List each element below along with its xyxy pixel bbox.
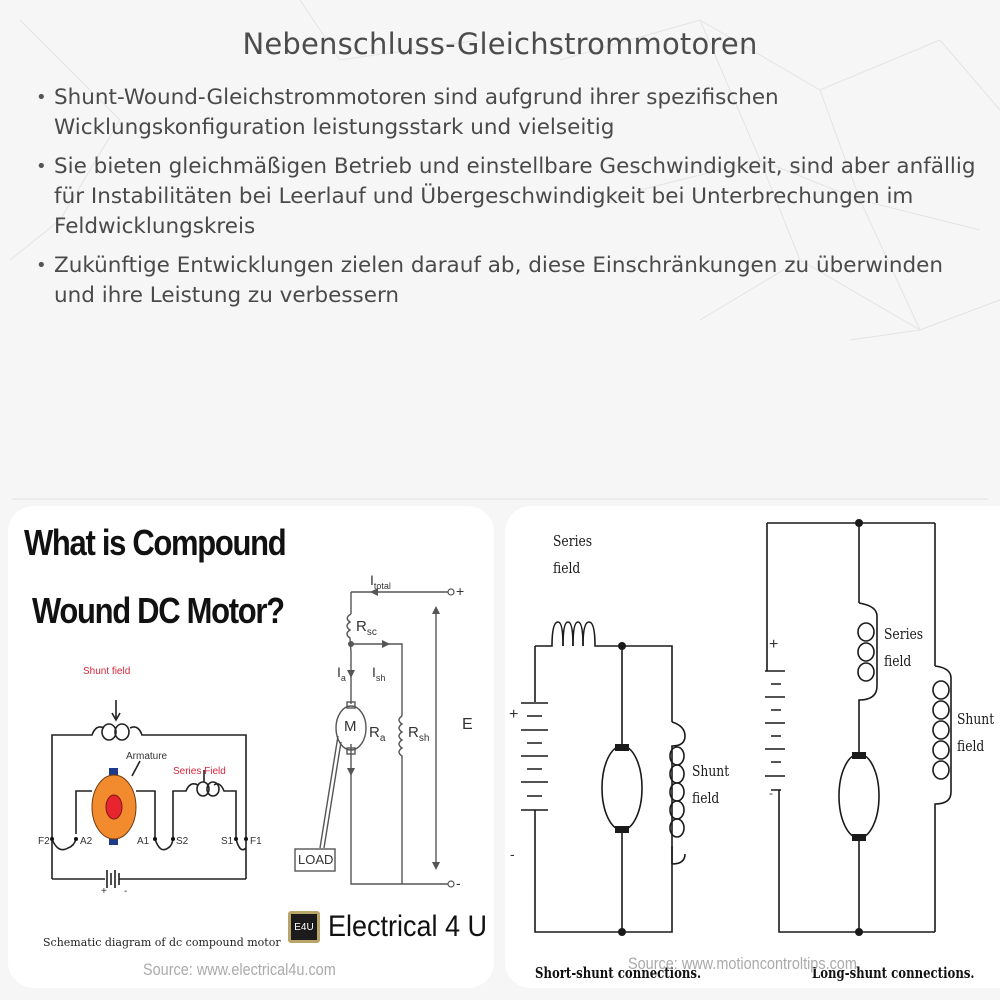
brand-logo [288,910,494,944]
r-sh-label: $R_{sh}$ [408,724,430,744]
short-shunt-field-label: Shunt field [692,762,730,807]
series-field-label: Series Field [173,766,226,777]
terminal-s1: S1 [221,836,234,847]
terminal-a2: A2 [80,836,93,847]
image-source-left: Source: www.electrical4u.com [143,960,336,979]
r-sc-label: $R_{sc}$ [356,618,377,638]
long-battery-plus: + [769,636,779,653]
shunt-field-label: Shunt field [83,666,131,677]
bullet-list [36,83,976,320]
compound-motor-image [8,506,494,988]
r-a-label: $R_a$ [369,724,386,744]
image-heading-line2: Wound DC Motor? [32,590,284,631]
short-battery-plus: + [509,706,519,723]
section-divider [12,498,988,500]
short-battery-minus: - [510,846,515,862]
terminal-s2: S2 [176,836,189,847]
long-shunt-caption: Long-shunt connections. [812,964,975,982]
battery-plus: + [101,886,107,897]
terminal-a1: A1 [137,836,150,847]
i-sh-label: $I_{sh}$ [372,664,386,683]
bullet-item: • Sie bieten gleichmäßigen Betrieb und einstellbare Geschwindigkeit, sind aber anfällig für Instabilitäten bei Leerlauf und Übergeschwindigkeit bei Unterbrechungen im Feldwicklungskreis [36,152,976,242]
motor-label: M [344,718,357,735]
shunt-connections-image [505,506,1000,988]
i-a-label: $I_a$ [337,664,346,683]
chip-icon: E4U [288,911,320,943]
plus-terminal-label: + [456,583,465,599]
load-label: LOAD [298,852,334,867]
short-series-field-label: Series field [553,532,593,577]
long-shunt-field-label: Shunt field [957,710,995,755]
minus-terminal-label: - [456,875,461,891]
long-battery-minus: - [769,786,773,800]
battery-minus: - [124,886,128,897]
bullet-item: • Shunt-Wound-Gleichstrommotoren sind aufgrund ihrer spezifischen Wicklungskonfiguration leistungsstark und vielseitig [36,83,976,143]
terminal-f2: F2 [38,836,50,847]
short-shunt-caption: Short-shunt connections. [535,964,702,982]
image-source-right: Source: www.motioncontroltips.com [628,954,857,973]
long-series-field-label: Series field [884,625,924,670]
image-heading-line1: What is Compound [24,522,286,563]
schematic-caption: Schematic diagram of dc compound motor [43,936,281,949]
voltage-e-label: E [462,716,473,733]
terminal-f1: F1 [250,836,262,847]
page-title: Nebenschluss-Gleichstrommotoren [242,27,758,61]
brand-name: Electrical 4 U [328,910,488,943]
bullet-item: • Zukünftige Entwicklungen zielen darauf ab, diese Einschränkungen zu überwinden und ihre Leistung zu verbessern [36,251,976,311]
armature-label: Armature [126,751,168,762]
i-total-label: $I_{total}$ [370,572,391,591]
